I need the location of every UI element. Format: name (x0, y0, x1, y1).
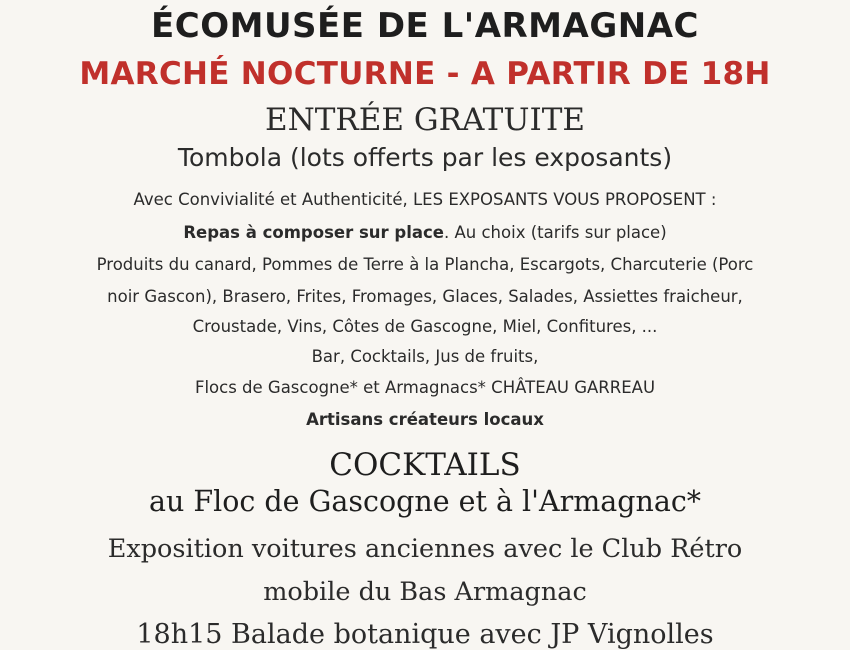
exhibition-line-2: mobile du Bas Armagnac (263, 577, 587, 607)
cocktails-subheading: au Floc de Gascogne et à l'Armagnac* (148, 485, 702, 518)
poster-subtitle: MARCHÉ NOCTURNE - A PARTIR DE 18H (79, 56, 771, 92)
free-entry-text: ENTRÉE GRATUITE (264, 102, 586, 138)
artisans-text: Artisans créateurs locaux (306, 410, 544, 429)
botanical-walk-text: 18h15 Balade botanique avec JP Vignolles (136, 619, 714, 650)
tombola-text: Tombola (lots offerts par les exposants) (177, 143, 673, 172)
meal-line (0, 223, 850, 242)
meal-bold-text: Repas à composer sur place (183, 223, 444, 242)
cocktails-heading: COCKTAILS (329, 447, 521, 483)
products-line: Flocs de Gascogne* et Armagnacs* CHÂTEAU GARREAU (194, 378, 656, 397)
poster-title: ÉCOMUSÉE DE L'ARMAGNAC (151, 6, 699, 46)
products-line: Bar, Cocktails, Jus de fruits, (311, 347, 539, 366)
products-line: noir Gascon), Brasero, Frites, Fromages, Glaces, Salades, Assiettes fraicheur, (107, 287, 743, 306)
products-line: Produits du canard, Pommes de Terre à la Plancha, Escargots, Charcuterie (Porc (96, 255, 754, 274)
exhibitors-intro: Avec Convivialité et Authenticité, LES EXPOSANTS VOUS PROPOSENT : (133, 190, 717, 209)
exhibition-line-1: Exposition voitures anciennes avec le Club Rétro (107, 534, 743, 564)
products-line: Croustade, Vins, Côtes de Gascogne, Miel, Confitures, ... (192, 317, 658, 336)
meal-rest-text: . Au choix (tarifs sur place) (444, 223, 667, 242)
